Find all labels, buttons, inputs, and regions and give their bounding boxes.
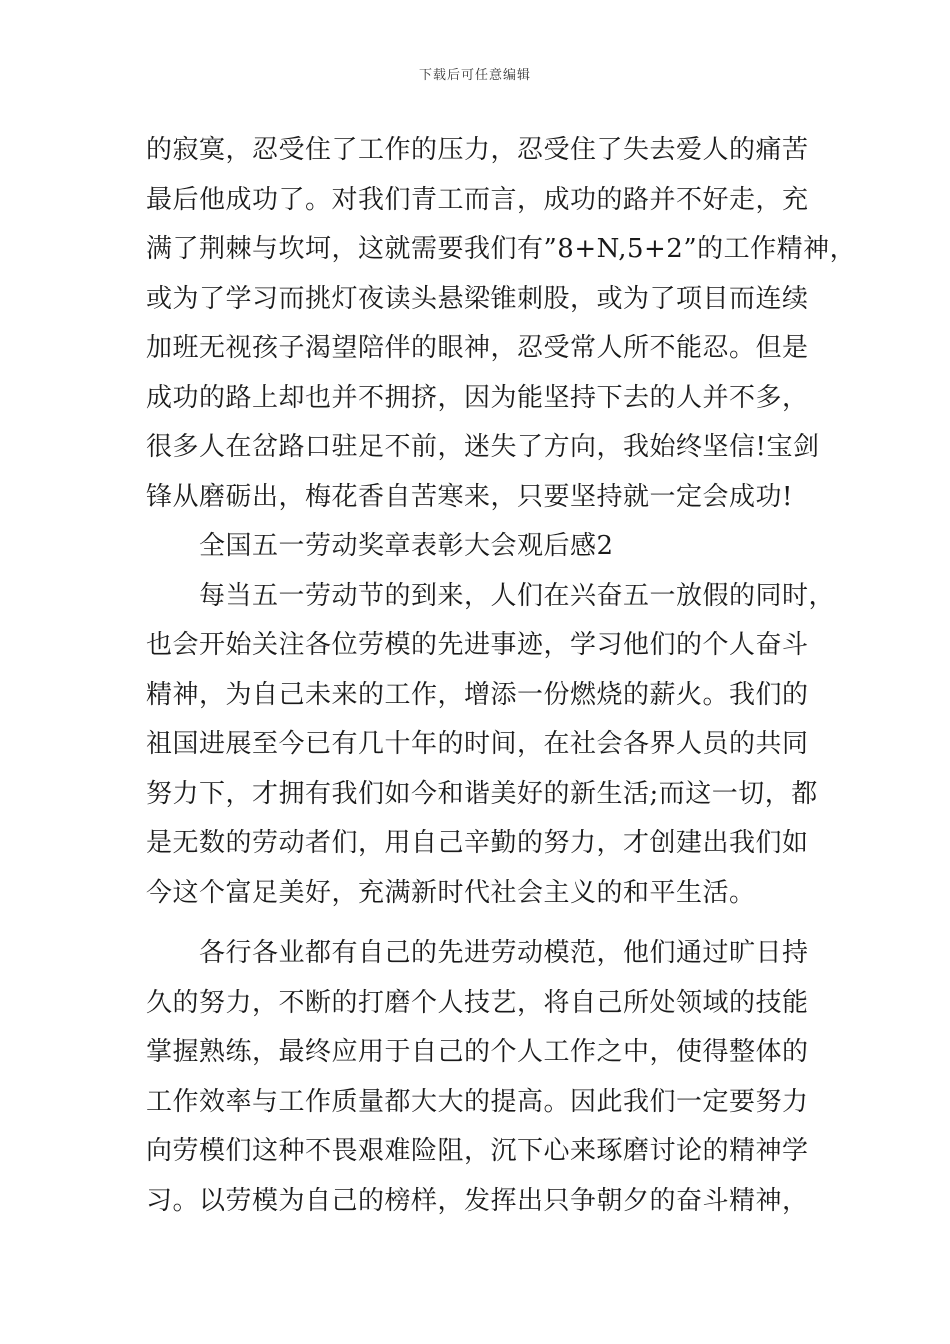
text-line: 最后他成功了。对我们青工而言，成功的路并不好走，充: [146, 184, 809, 215]
text-line: 向劳模们这种不畏艰难险阻，沉下心来琢磨讨论的精神学: [146, 1136, 809, 1166]
text-line: 精神，为自己未来的工作，增添一份燃烧的薪火。我们的: [146, 679, 809, 710]
paragraph: [146, 929, 808, 1226]
text-line: 工作效率与工作质量都大大的提高。因此我们一定要努力: [146, 1086, 809, 1117]
text-line: 努力下，才拥有我们如今和谐美好的新生活;而这一切，都: [146, 778, 818, 809]
text-line: 习。以劳模为自己的榜样，发挥出只争朝夕的奋斗精神，: [146, 1185, 809, 1216]
text-line: 也会开始关注各位劳模的先进事迹，学习他们的个人奋斗: [146, 630, 809, 660]
text-line: 的寂寞，忍受住了工作的压力，忍受住了失去爱人的痛苦: [146, 135, 809, 165]
paragraph-gap: [146, 918, 808, 929]
text-line: 是无数的劳动者们，用自己辛勤的努力，才创建出我们如: [146, 828, 809, 858]
text-line: 久的努力，不断的打磨个人技艺，将自己所处领域的技能: [146, 987, 809, 1018]
text-line: 各行各业都有自己的先进劳动模范，他们通过旷日持: [146, 938, 809, 968]
text-line: 成功的路上却也并不拥挤，因为能坚持下去的人并不多，: [146, 382, 809, 413]
text-line: 很多人在岔路口驻足不前，迷失了方向，我始终坚信!宝剑: [146, 432, 820, 462]
text-line: 祖国进展至今已有几十年的时间，在社会各界人员的共同: [146, 729, 809, 759]
paragraph: [146, 572, 836, 919]
paragraph: [146, 126, 857, 522]
text-line: 锋从磨砺出，梅花香自苦寒来，只要坚持就一定会成功!: [146, 481, 793, 512]
text-line: 或为了学习而挑灯夜读头悬梁锥刺股，或为了项目而连续: [146, 283, 809, 314]
heading-line: 全国五一劳动奖章表彰大会观后感2: [146, 531, 614, 561]
text-line: 满了荆棘与坎坷，这就需要我们有”8+N,5+2”的工作精神，: [146, 234, 857, 264]
text-line: 每当五一劳动节的到来，人们在兴奋五一放假的同时，: [146, 580, 836, 611]
text-line: 加班无视孩子渴望陪伴的眼神，忍受常人所不能忍。但是: [146, 333, 809, 363]
text-line: 掌握熟练，最终应用于自己的个人工作之中，使得整体的: [146, 1037, 809, 1067]
header-note: 下载后可任意编辑: [418, 68, 531, 83]
body-text: [146, 126, 857, 1226]
text-line: 今这个富足美好，充满新时代社会主义的和平生活。: [146, 877, 756, 908]
section-heading: [146, 522, 808, 572]
